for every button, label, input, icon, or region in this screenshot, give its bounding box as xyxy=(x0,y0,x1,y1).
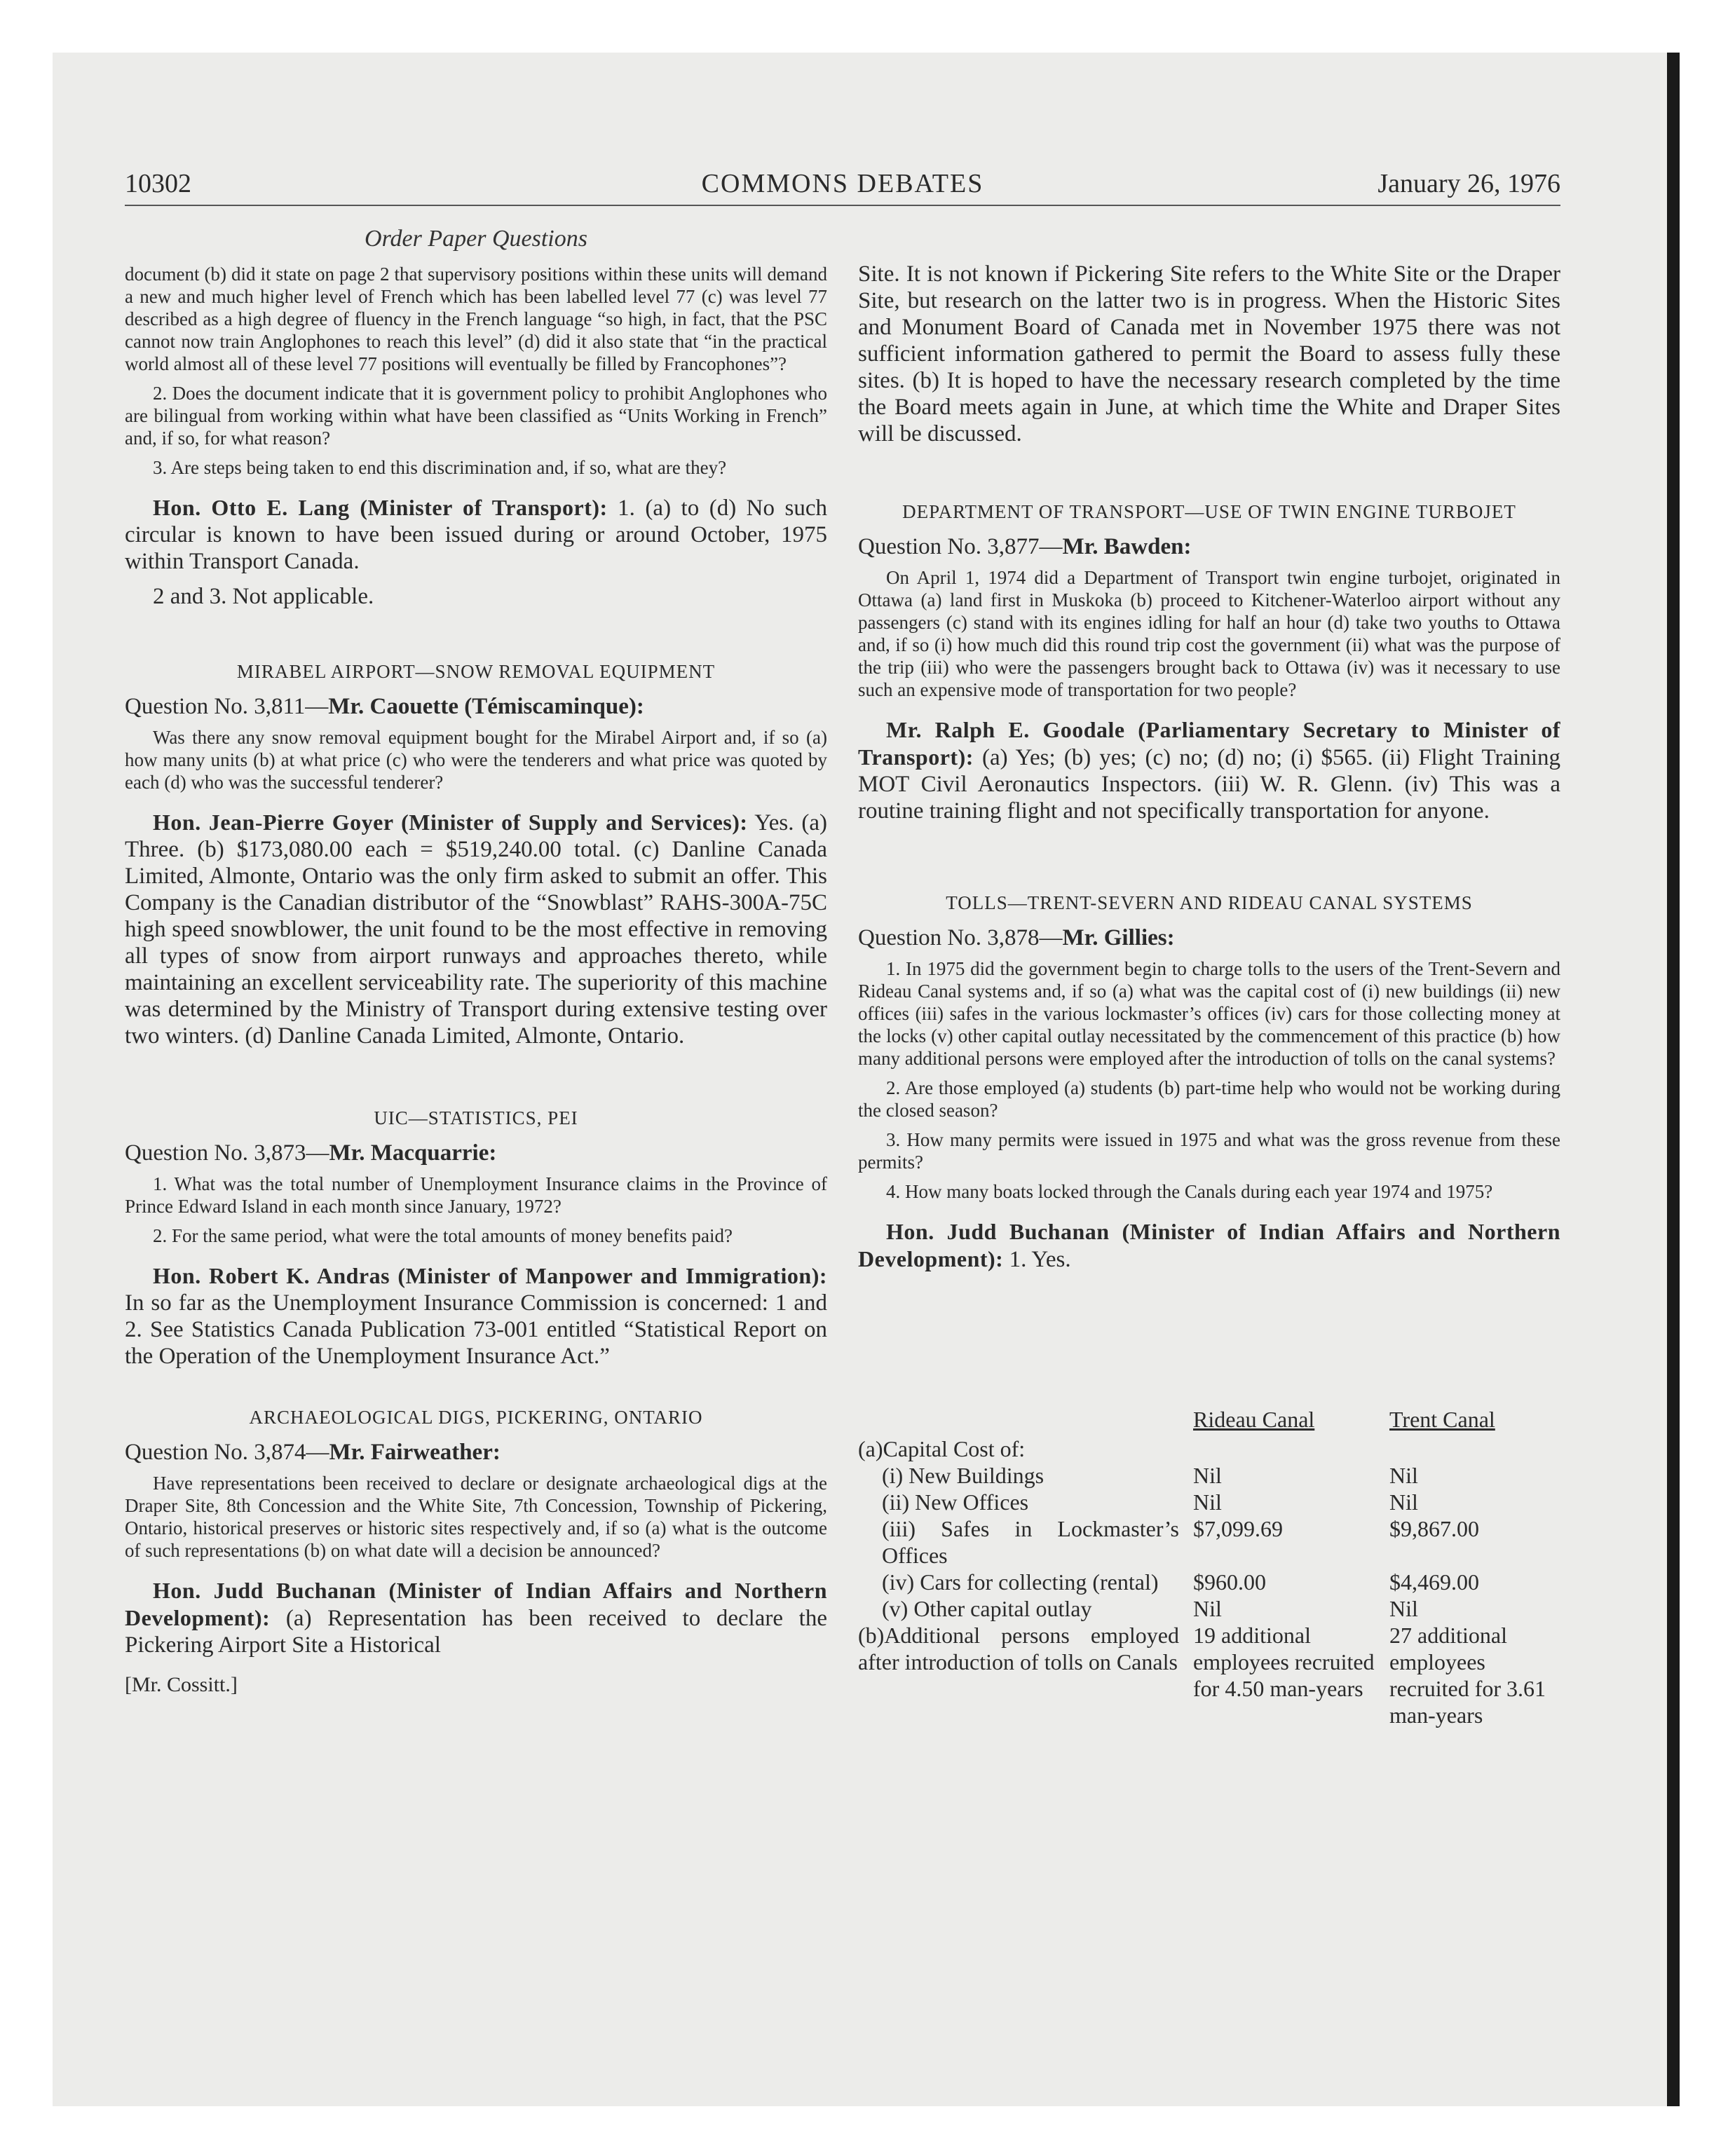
trent-value: $9,867.00 xyxy=(1389,1516,1479,1541)
header-rule xyxy=(125,205,1560,206)
row-label: (ii) New Offices xyxy=(882,1489,1029,1515)
speaker-name: Mr. Ralph E. Goodale (Parliamentary Secretary to Minister of Transport): xyxy=(858,717,1560,770)
asker-name: Mr. Bawden: xyxy=(1062,534,1192,559)
question-number: Question No. 3,873—Mr. Macquarrie: xyxy=(125,1140,497,1166)
footer-member-name: [Mr. Cossitt.] xyxy=(125,1673,238,1696)
answer-text: 1. (a) to (d) No such circular is known to have been issued during or around October, 1975 within Transport Canada. xyxy=(125,496,827,574)
question-1: 1. In 1975 did the government begin to charge tolls to the users of the Trent-Severn and Rideau Canal systems and, if so (a) what was the capital cost of (i) new buildings (ii) new offices (iii) safes in the various lockmaster’s offices (iv) cars for those collecting money at the locks (v) other capital outlay necessitated by the commencement of this practice (b) how many additional persons were employed after the introduction of tolls on the canal systems? xyxy=(858,958,1560,1069)
row-label: (iv) Cars for collecting (rental) xyxy=(882,1569,1159,1595)
question-continuation: document (b) did it state on page 2 that supervisory positions within these units will demand a new and much higher level of French which has been labelled level 77 (c) was level 77 described as a high degree of fluency in the French language “so high, in fact, that the PSC cannot now train Anglophones to reach this level” (d) did it also state that “in the practical world almost all of these level 77 positions will eventually be filled by Francophones”? xyxy=(125,264,827,374)
section-heading: TOLLS—TRENT-SEVERN AND RIDEAU CANAL SYSTEMS xyxy=(946,892,1473,913)
section-heading: DEPARTMENT OF TRANSPORT—USE OF TWIN ENGINE TURBOJET xyxy=(902,501,1516,522)
question-text: Was there any snow removal equipment bought for the Mirabel Airport and, if so (a) how many units (b) at what price (c) who were the tenderers and what price was quoted by each (d) who was the successful tenderer? xyxy=(125,727,827,793)
section-heading: UIC—STATISTICS, PEI xyxy=(374,1107,578,1128)
speaker-name: Hon. Otto E. Lang (Minister of Transport): xyxy=(153,495,608,520)
trent-value: $4,469.00 xyxy=(1389,1569,1479,1595)
question-number: Question No. 3,874—Mr. Fairweather: xyxy=(125,1440,501,1465)
trent-value: 27 additional employees recruited for 3.61 man-years xyxy=(1389,1623,1546,1728)
question-2: 2. Does the document indicate that it is government policy to prohibit Anglophones who are bilingual from working within what have been classified as “Units Working in French” and, if so, for what reason? xyxy=(125,383,827,449)
rideau-value: $960.00 xyxy=(1193,1569,1266,1595)
table-row xyxy=(858,1622,1567,1728)
column-header: Trent Canal xyxy=(1389,1407,1495,1432)
table-header-row xyxy=(858,1406,1567,1435)
row-label: (a)Capital Cost of: xyxy=(858,1436,1026,1461)
question-3: 3. Are steps being taken to end this discrimination and, if so, what are they? xyxy=(153,457,727,478)
trent-value: Nil xyxy=(1389,1463,1418,1488)
table-row xyxy=(858,1462,1567,1489)
answer-buchanan xyxy=(125,1577,827,1658)
question-number: Question No. 3,878—Mr. Gillies: xyxy=(858,925,1175,950)
section-subheader: Order Paper Questions xyxy=(365,226,587,252)
question-number: Question No. 3,811—Mr. Caouette (Témiscaminque): xyxy=(125,694,644,719)
page-edge-shadow xyxy=(1667,53,1680,2106)
asker-name: Mr. Fairweather: xyxy=(329,1440,501,1465)
asker-name: Mr. Caouette (Témiscaminque): xyxy=(328,694,644,719)
answer-text: Yes. (a) Three. (b) $173,080.00 each = $519,240.00 total. (c) Danline Canada Limited, Almonte, Ontario was the only firm asked to submit an offer. This Company is the Canadian distributor of the “Snowblast” RAHS-300A-75C high speed snowblower, the unit found to be the most effective in removing all types of snow from airport runways and approaches thereto, while maintaining an excellent serviceability rate. The superiority of this machine was determined by the Ministry of Transport during extensive testing over two winters. (d) Danline Canada Limited, Almonte, Ontario. xyxy=(125,810,827,1049)
table-row xyxy=(858,1515,1567,1569)
rideau-value: $7,099.69 xyxy=(1193,1516,1283,1541)
section-heading: ARCHAEOLOGICAL DIGS, PICKERING, ONTARIO xyxy=(249,1407,703,1428)
question-3: 3. How many permits were issued in 1975 and what was the gross revenue from these permits? xyxy=(858,1129,1560,1173)
page-header xyxy=(125,168,1560,203)
answer-lang-2: 2 and 3. Not applicable. xyxy=(153,584,374,609)
answer-lang xyxy=(125,494,827,575)
speaker-name: Hon. Jean-Pierre Goyer (Minister of Supply and Services): xyxy=(153,810,748,835)
table-row xyxy=(858,1569,1567,1595)
question-1: 1. What was the total number of Unemployment Insurance claims in the Province of Prince Edward Island in each month since January, 1972? xyxy=(125,1173,827,1217)
right-column xyxy=(858,261,1560,1728)
table-row xyxy=(858,1435,1567,1462)
trent-value: Nil xyxy=(1389,1489,1418,1515)
question-text: On April 1, 1974 did a Department of Transport twin engine turbojet, originated in Ottawa (a) land first in Muskoka (b) proceed to Kitchener-Waterloo airport without any passengers (c) stand with its engines idling for half an hour (d) take two youths to Ottawa and, if so (i) how much did this round trip cost the government (ii) what was the purpose of the trip (iii) who were the passengers brought back to Ottawa (iv) was it necessary to use such an expensive mode of transportation for two people? xyxy=(858,567,1560,700)
answer-text: 1. Yes. xyxy=(1003,1247,1071,1272)
speaker-name: Hon. Judd Buchanan (Minister of Indian Affairs and Northern Development): xyxy=(858,1219,1560,1271)
page-number: 10302 xyxy=(125,169,191,198)
row-label: (v) Other capital outlay xyxy=(882,1596,1092,1621)
answer-andras xyxy=(125,1262,827,1370)
answer-text: (a) Representation has been received to declare the Pickering Airport Site a Historical xyxy=(125,1606,827,1658)
column-header: Rideau Canal xyxy=(1193,1407,1315,1432)
row-label: (b)Additional persons employed after introduction of tolls on Canals xyxy=(858,1623,1179,1674)
row-label: (i) New Buildings xyxy=(882,1463,1045,1488)
rideau-value: Nil xyxy=(1193,1463,1222,1488)
answer-text: In so far as the Unemployment Insurance Commission is concerned: 1 and 2. See Statistics Canada Publication 73-001 entitled “Statistical Report on the Operation of the Unemployment Insurance Act.” xyxy=(125,1290,827,1369)
table-row xyxy=(858,1595,1567,1622)
row-label: (iii) Safes in Lockmaster’s Offices xyxy=(882,1516,1179,1568)
rideau-value: Nil xyxy=(1193,1489,1222,1515)
question-2: 2. For the same period, what were the total amounts of money benefits paid? xyxy=(153,1225,733,1246)
publication-date: January 26, 1976 xyxy=(1377,169,1560,198)
speaker-name: Hon. Robert K. Andras (Minister of Manpower and Immigration): xyxy=(153,1263,827,1288)
table-row xyxy=(858,1489,1567,1515)
tolls-table xyxy=(858,1406,1567,1728)
answer-goodale xyxy=(858,716,1560,824)
rideau-value: Nil xyxy=(1193,1596,1222,1621)
section-heading: MIRABEL AIRPORT—SNOW REMOVAL EQUIPMENT xyxy=(236,661,716,682)
asker-name: Mr. Macquarrie: xyxy=(329,1140,497,1166)
question-2: 2. Are those employed (a) students (b) part-time help who would not be working during the closed season? xyxy=(858,1077,1560,1121)
question-number: Question No. 3,877—Mr. Bawden: xyxy=(858,534,1192,559)
left-column xyxy=(125,263,827,1703)
answer-continuation: Site. It is not known if Pickering Site refers to the White Site or the Draper Site, but research on the latter two is in progress. When the Historic Sites and Monument Board of Canada met in November 1975 there was not sufficient information gathered to permit the Board to assess fully these sites. (b) It is hoped to have the necessary research completed by the time the Board meets again in June, at which time the White and Draper Sites will be discussed. xyxy=(858,261,1560,446)
rideau-value: 19 additional employees recruited for 4.50 man-years xyxy=(1193,1623,1375,1701)
answer-text: (a) Yes; (b) yes; (c) no; (d) no; (i) $565. (ii) Flight Training MOT Civil Aeronautics Inspectors. (iii) W. R. Glenn. (iv) This was a routine training flight and not specifically transportation for anyone. xyxy=(858,745,1560,824)
asker-name: Mr. Gillies: xyxy=(1062,925,1175,950)
answer-goyer xyxy=(125,809,827,1049)
publication-title: COMMONS DEBATES xyxy=(701,169,984,198)
question-text: Have representations been received to declare or designate archaeological digs at the Draper Site, 8th Concession and the White Site, 7th Concession, Township of Pickering, Ontario, historical preserves or historic sites respectively and, if so (a) what is the outcome of such representations (b) on what date will a decision be announced? xyxy=(125,1473,827,1561)
trent-value: Nil xyxy=(1389,1596,1418,1621)
speaker-name: Hon. Judd Buchanan (Minister of Indian Affairs and Northern Development): xyxy=(125,1578,827,1630)
question-4: 4. How many boats locked through the Canals during each year 1974 and 1975? xyxy=(886,1181,1493,1202)
answer-buchanan-2 xyxy=(858,1218,1560,1273)
